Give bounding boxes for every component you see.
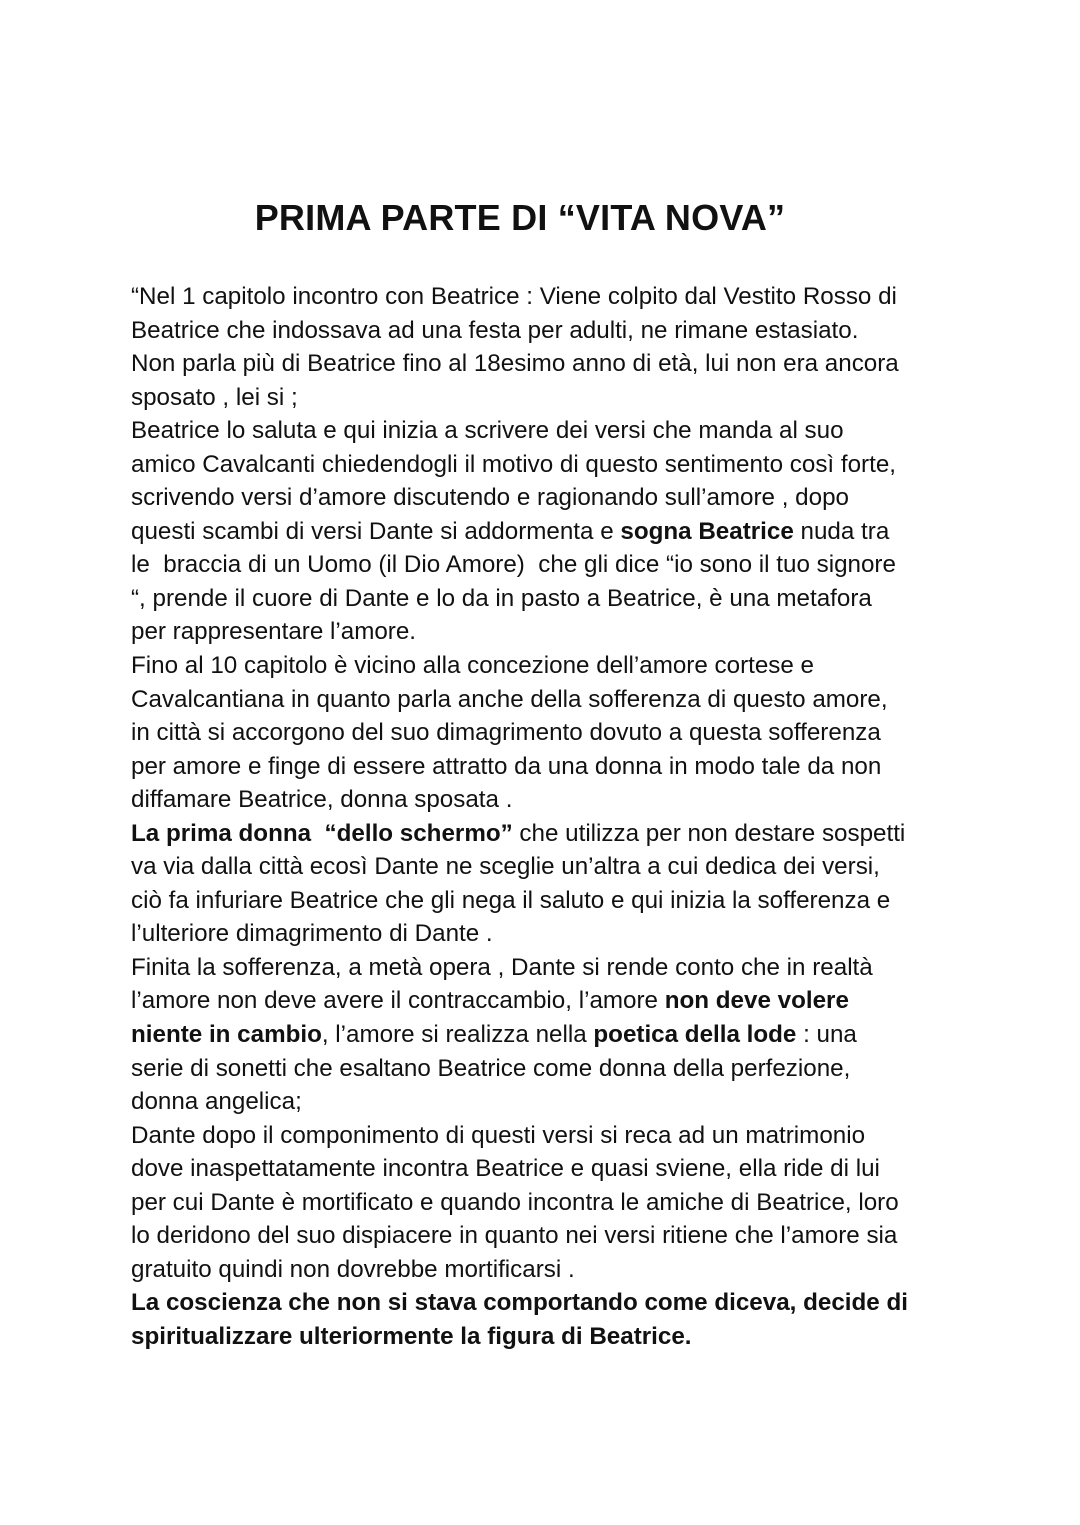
text-line	[131, 1085, 961, 1119]
text-line	[131, 481, 961, 515]
text-run: Non parla più di Beatrice fino al 18esimo anno di età, lui non era ancora	[131, 350, 899, 378]
text-run: Beatrice che indossava ad una festa per adulti, ne rimane estasiato.	[131, 316, 859, 344]
text-line	[131, 783, 961, 817]
text-line	[131, 515, 961, 549]
text-run: Cavalcantiana in quanto parla anche della sofferenza di questo amore,	[131, 685, 888, 713]
text-run: in città si accorgono del suo dimagrimento dovuto a questa sofferenza	[131, 719, 881, 747]
text-run: “Nel 1 capitolo incontro con Beatrice : Viene colpito dal Vestito Rosso di	[131, 283, 897, 310]
text-run: Finita la sofferenza, a metà opera , Dante si rende conto che in realtà	[131, 953, 873, 981]
bold-text: niente in cambio	[131, 1021, 322, 1049]
text-line	[131, 884, 961, 918]
text-line	[131, 817, 961, 851]
bold-text: spiritualizzare ulteriormente la figura di Beatrice.	[131, 1322, 692, 1350]
text-run: lo deridono del suo dispiacere in quanto nei versi ritiene che l’amore sia	[131, 1222, 898, 1250]
text-line	[131, 649, 961, 683]
text-line	[131, 1286, 961, 1320]
text-line	[131, 414, 961, 448]
text-line	[131, 582, 961, 616]
text-run: l’amore non deve avere il contraccambio, l’amore	[131, 987, 665, 1015]
page-title: PRIMA PARTE DI “VITA NOVA”	[254, 197, 786, 238]
text-line	[131, 381, 961, 415]
text-line	[131, 1219, 961, 1253]
text-run: le braccia di un Uomo (il Dio Amore) che gli dice “io sono il tuo signore	[131, 551, 896, 579]
text-run: Fino al 10 capitolo è vicino alla concezione dell’amore cortese e	[131, 652, 815, 680]
text-line	[131, 615, 961, 649]
text-run: dove inaspettatamente incontra Beatrice e quasi sviene, ella ride di lui	[131, 1155, 880, 1183]
text-run: serie di sonetti che esaltano Beatrice come donna della perfezione,	[131, 1054, 851, 1082]
text-run: scrivendo versi d’amore discutendo e ragionando sull’amore , dopo	[131, 484, 849, 512]
text-line	[131, 1152, 961, 1186]
text-run: sposato , lei si ;	[131, 383, 298, 411]
text-line	[131, 1253, 961, 1287]
text-run: diffamare Beatrice, donna sposata .	[131, 786, 513, 814]
text-run: per rappresentare l’amore.	[131, 618, 417, 646]
text-run: l’ulteriore dimagrimento di Dante .	[131, 920, 493, 948]
text-line	[131, 1018, 961, 1052]
bold-text: poetica della lode	[593, 1021, 797, 1049]
text-line	[131, 347, 961, 381]
text-run: per cui Dante è mortificato e quando incontra le amiche di Beatrice, loro	[131, 1188, 899, 1216]
text-run: va via dalla città ecosì Dante ne sceglie un’altra a cui dedica dei versi,	[131, 853, 880, 881]
text-line	[131, 314, 961, 348]
text-line	[131, 1119, 961, 1153]
text-line	[131, 548, 961, 582]
bold-text: La prima donna “dello schermo”	[131, 819, 513, 847]
text-run: : una	[796, 1021, 857, 1049]
text-line	[131, 716, 961, 750]
text-line	[131, 683, 961, 717]
text-line	[131, 951, 961, 985]
bold-text: non deve volere	[664, 987, 849, 1015]
text-run: che utilizza per non destare sospetti	[512, 819, 906, 847]
text-run: nuda tra	[793, 517, 890, 545]
text-line	[131, 750, 961, 784]
text-run: Beatrice lo saluta e qui inizia a scrivere dei versi che manda al suo	[131, 417, 844, 445]
text-line	[131, 984, 961, 1018]
text-run: , l’amore si realizza nella	[321, 1021, 594, 1049]
text-run: ciò fa infuriare Beatrice che gli nega il saluto e qui inizia la sofferenza e	[131, 886, 891, 914]
text-line	[131, 448, 961, 482]
text-run: amico Cavalcanti chiedendogli il motivo di questo sentimento così forte,	[131, 450, 896, 478]
bold-text: sogna Beatrice	[620, 517, 794, 545]
text-line	[131, 280, 961, 314]
text-line	[131, 1320, 961, 1354]
text-line	[131, 1186, 961, 1220]
text-run: questi scambi di versi Dante si addormenta e	[131, 517, 621, 545]
text-line	[131, 850, 961, 884]
text-line	[131, 1052, 961, 1086]
text-run: donna angelica;	[131, 1088, 302, 1116]
bold-text: La coscienza che non si stava comportando come diceva, decide di	[131, 1289, 908, 1317]
text-run: Dante dopo il componimento di questi versi si reca ad un matrimonio	[131, 1121, 866, 1149]
body-text	[131, 280, 961, 1354]
text-run: gratuito quindi non dovrebbe mortificarsi .	[131, 1255, 575, 1283]
text-line	[131, 917, 961, 951]
text-run: “, prende il cuore di Dante e lo da in pasto a Beatrice, è una metafora	[131, 584, 872, 612]
text-run: per amore e finge di essere attratto da una donna in modo tale da non	[131, 752, 882, 780]
